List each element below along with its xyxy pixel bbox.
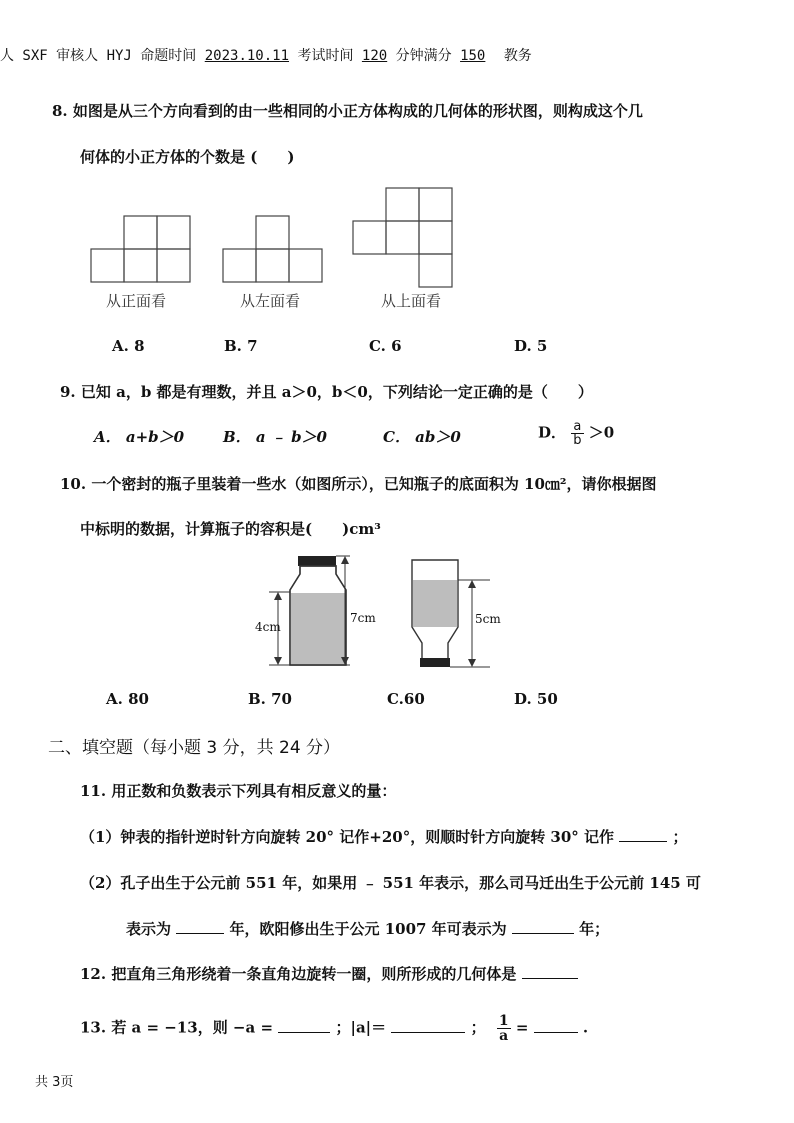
- q8-option-b[interactable]: B. 7: [224, 337, 258, 355]
- header-minutes: 120: [361, 48, 388, 64]
- q9-option-d-suffix: ＞0: [588, 423, 615, 442]
- header-text-2: 考试时间: [297, 48, 354, 64]
- q11-blank-3[interactable]: [512, 919, 574, 934]
- q10-option-b[interactable]: B. 70: [248, 690, 292, 708]
- q11-part1: [80, 826, 688, 847]
- q10-option-d[interactable]: D. 50: [514, 690, 558, 708]
- q13-blank-1[interactable]: [278, 1018, 330, 1033]
- q11-part2-line2: [126, 918, 609, 939]
- page-count: 共 3页: [35, 1075, 74, 1090]
- q13-blank-2[interactable]: [391, 1018, 465, 1033]
- header-text-4: 教务: [503, 48, 532, 64]
- header-text-1: 人 SXF 审核人 HYJ 命题时间: [0, 48, 197, 64]
- q9-text: 9. 已知 a，b 都是有理数，并且 a＞0，b＜0，下列结论一定正确的是（ ）: [60, 383, 593, 401]
- q11-blank-1[interactable]: [619, 827, 667, 842]
- q13-fraction: [497, 1014, 511, 1043]
- q13-frac-den: a: [499, 1028, 509, 1044]
- q10-option-a[interactable]: A. 80: [106, 690, 149, 708]
- q8-line2: 何体的小正方体的个数是 ( ): [80, 148, 295, 166]
- q11-part2-a: 表示为: [126, 920, 172, 938]
- q13-text-b: ；|a|＝: [335, 1018, 387, 1037]
- q12: [80, 963, 578, 984]
- q10-option-c[interactable]: C.60: [387, 690, 425, 708]
- q10-line1: 10. 一个密封的瓶子里装着一些水（如图所示），已知瓶子的底面积为 10㎝²，请你根据图: [60, 475, 657, 493]
- q8-label-top: 从上面看: [381, 292, 442, 310]
- header-text-3: 分钟满分: [395, 48, 452, 64]
- q8-label-left: 从左面看: [240, 292, 301, 310]
- q13-text-d: =: [515, 1018, 529, 1037]
- q9-option-c[interactable]: C． ab＞0: [383, 428, 461, 446]
- q8-option-a[interactable]: A. 8: [112, 337, 145, 355]
- q13-text-c: ；: [470, 1018, 486, 1037]
- q8-label-front: 从正面看: [106, 292, 167, 310]
- q11-intro: 11. 用正数和负数表示下列具有相反意义的量：: [80, 782, 397, 800]
- q8-option-d[interactable]: D. 5: [514, 337, 548, 355]
- q11-part2-line1: （2）孔子出生于公元前 551 年，如果用 ﹣ 551 年表示，那么司马迁出生于公元前 145 可: [80, 874, 701, 892]
- q11-part1-end: ；: [672, 828, 688, 846]
- q11-part2-b: 年，欧阳修出生于公元 1007 年可表示为: [229, 920, 507, 938]
- q11-part1-text: （1）钟表的指针逆时针方向旋转 20° 记作+20°，则顺时针方向旋转 30° 记作: [80, 828, 615, 846]
- q9-frac-den: b: [573, 433, 582, 448]
- header-date: 2023.10.11: [204, 48, 290, 64]
- q8-line1: 8. 如图是从三个方向看到的由一些相同的小正方体构成的几何体的形状图，则构成这个几: [52, 102, 643, 120]
- q13-text-e: .: [582, 1018, 589, 1037]
- q13-blank-3[interactable]: [534, 1018, 578, 1033]
- q10-label-4cm: 4cm: [255, 620, 281, 634]
- q9-option-a[interactable]: A． a+b＞0: [94, 428, 185, 446]
- q9-option-d-prefix: D．: [538, 423, 567, 442]
- q13-text-a: 13. 若 a = −13，则 −a =: [80, 1018, 274, 1037]
- q13: [80, 1014, 588, 1043]
- q8-option-c[interactable]: C. 6: [369, 337, 402, 355]
- q9-option-b[interactable]: B． a ﹣ b＞0: [223, 428, 327, 446]
- q11-part2-c: 年；: [579, 920, 610, 938]
- q13-frac-num: 1: [498, 1013, 509, 1029]
- q9-frac-num: a: [571, 420, 583, 434]
- section-2-title: 二、填空题（每小题 3 分，共 24 分）: [48, 738, 341, 758]
- q10-label-5cm: 5cm: [475, 612, 501, 626]
- q12-blank[interactable]: [522, 964, 578, 979]
- header-score: 150: [460, 48, 486, 64]
- q10-line2: 中标明的数据，计算瓶子的容积是( )cm³: [80, 520, 381, 538]
- q10-label-7cm: 7cm: [350, 611, 376, 625]
- q12-text: 12. 把直角三角形绕着一条直角边旋转一圈，则所形成的几何体是: [80, 965, 517, 983]
- q11-blank-2[interactable]: [176, 919, 224, 934]
